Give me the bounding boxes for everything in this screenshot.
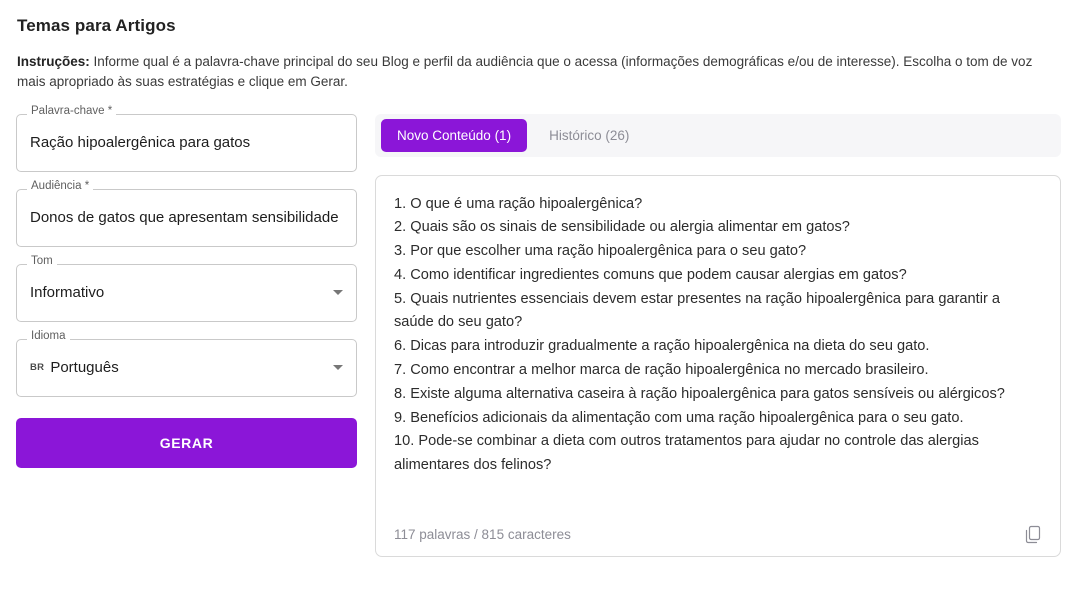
list-item: 6. Dicas para introduzir gradualmente a ração hipoalergênica na dieta do seu gato. xyxy=(394,338,930,355)
list-item: 8. Existe alguma alternativa caseira à ração hipoalergênica para gatos sensíveis ou alérgicos? xyxy=(394,385,1005,402)
language-value: Português xyxy=(50,359,119,376)
list-item: 7. Como encontrar a melhor marca de ração hipoalergênica no mercado brasileiro. xyxy=(394,361,929,378)
language-field xyxy=(16,329,357,397)
chevron-down-icon[interactable] xyxy=(333,365,343,370)
tone-value: Informativo xyxy=(30,284,105,301)
keyword-label: Palavra-chave * xyxy=(27,106,116,118)
keyword-input[interactable] xyxy=(30,134,343,151)
list-item: 4. Como identificar ingredientes comuns que podem causar alergias em gatos? xyxy=(394,266,907,283)
tone-field xyxy=(16,254,357,322)
result-footer xyxy=(394,525,1042,544)
results-panel xyxy=(375,114,1061,557)
page-title: Temas para Artigos xyxy=(17,16,176,35)
copy-icon[interactable] xyxy=(1025,525,1042,544)
language-label: Idioma xyxy=(27,331,70,343)
list-item: 3. Por que escolher uma ração hipoalergênica para o seu gato? xyxy=(394,243,807,260)
list-item: 1. O que é uma ração hipoalergênica? xyxy=(394,195,643,212)
content-area xyxy=(16,104,1061,557)
audience-label: Audiência * xyxy=(27,181,93,193)
word-count: 117 palavras / 815 caracteres xyxy=(394,526,571,542)
tone-label: Tom xyxy=(27,256,57,268)
instructions-label: Instruções: xyxy=(17,54,90,69)
audience-input-box[interactable] xyxy=(16,189,357,247)
generate-button[interactable]: GERAR xyxy=(16,418,357,468)
result-list xyxy=(394,193,1042,478)
list-item: 2. Quais são os sinais de sensibilidade ou alergia alimentar em gatos? xyxy=(394,219,850,236)
instructions-text: Informe qual é a palavra-chave principal do seu Blog e perfil da audiência que o acessa (informações demográficas e/ou de interesse). Escolha o tom de voz mais apropriado às suas estratégias e clique em Gerar. xyxy=(17,54,1033,90)
keyword-field xyxy=(16,104,357,172)
page-root xyxy=(0,16,1077,601)
tab-novo-conteudo[interactable]: Novo Conteúdo (1) xyxy=(381,119,527,152)
list-item: 9. Benefícios adicionais da alimentação com uma ração hipoalergênica para o seu gato. xyxy=(394,409,964,426)
tab-historico[interactable]: Histórico (26) xyxy=(533,119,645,152)
chevron-down-icon[interactable] xyxy=(333,290,343,295)
tabs-bar xyxy=(375,114,1061,157)
language-select[interactable] xyxy=(16,339,357,397)
list-item: 5. Quais nutrientes essenciais devem estar presentes na ração hipoalergênica para garantir a saúde do seu gato? xyxy=(394,290,1000,331)
audience-field xyxy=(16,179,357,247)
form-panel xyxy=(16,104,357,468)
audience-input[interactable] xyxy=(30,209,343,226)
keyword-input-box[interactable] xyxy=(16,114,357,172)
instructions xyxy=(17,52,1061,93)
flag-br-icon: BR xyxy=(30,362,45,373)
result-card xyxy=(375,175,1061,557)
list-item: 10. Pode-se combinar a dieta com outros tratamentos para ajudar no controle das alergias alimentares dos felinos? xyxy=(394,433,979,474)
tone-select[interactable] xyxy=(16,264,357,322)
